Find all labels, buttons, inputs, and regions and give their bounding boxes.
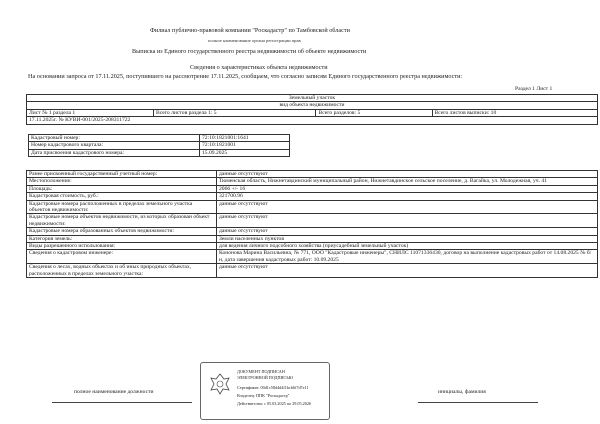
field-label: Местоположение:	[27, 178, 217, 185]
field-value: 321700.96	[217, 193, 598, 200]
field-value: данные отсутствуют	[217, 200, 598, 214]
stamp-line-3: Сертификат: 00d1c58d4d4f1bcb6f7d7e11	[237, 385, 309, 390]
stamp-line-5: Действителен: с 05.03.2025 по 29.05.2026	[237, 401, 312, 406]
table-row	[29, 149, 290, 156]
initials-line	[418, 402, 538, 403]
sheet-number: Лист № 1 раздела 1	[27, 109, 154, 116]
request-number: 17.11.2025г. № КУВИ-001/2025-208311722	[27, 117, 598, 124]
coat-of-arms-icon	[207, 371, 233, 397]
initials-caption: инициалы, фамилия	[438, 389, 486, 395]
table-row	[27, 193, 598, 200]
field-label: Площадь:	[27, 185, 217, 192]
cadastral-info-table	[28, 134, 290, 157]
issuing-authority: Филиал публично-правовой компании "Роскадастр" по Тамбовской области	[150, 27, 350, 34]
position-line	[52, 402, 192, 403]
document-title: Выписка из Единого государственного реестра недвижимости об объекте недвижимости	[132, 48, 367, 55]
field-value: данные отсутствуют	[217, 214, 598, 228]
field-label: Кадастровые номера образованных объектов недвижимости:	[27, 228, 217, 235]
field-label: Сведения о лесах, водных объектах и об иных природных объектах, расположенных в пределах земельного участка:	[27, 264, 217, 278]
object-type: Земельный участок	[27, 95, 598, 102]
field-label: Кадастровый номер:	[29, 135, 200, 142]
sheets-in-section: Всего листов раздела 1: 5	[154, 109, 316, 116]
field-value: 72:10:1821001	[199, 142, 289, 149]
field-value: 2066 +/- 16	[217, 185, 598, 192]
field-value: Тюменская область, Нижнетавдинский муниципальный район, Нижнетавдинское сельское поселение, д. Вагайка, ул. Молодежная, уч. 41	[217, 178, 598, 185]
field-value: Земли населенных пунктов	[217, 235, 598, 242]
table-row	[27, 200, 598, 214]
stamp-line-1: ДОКУМЕНТ ПОДПИСАН	[237, 369, 285, 374]
sheets-total: Всего листов выписки: 10	[432, 109, 597, 116]
section-heading: Сведения о характеристиках объекта недвижимости	[190, 64, 328, 71]
object-type-caption: вид объекта недвижимости	[27, 102, 598, 109]
object-header-table	[26, 94, 598, 125]
table-row	[29, 142, 290, 149]
field-value: 72:10:1821001:1641	[199, 135, 289, 142]
field-value: для ведения личного подсобного хозяйства (приусадебный земельный участок)	[217, 243, 598, 250]
authority-caption: полное наименование органа регистрации прав	[208, 38, 301, 43]
field-value: данные отсутствуют	[217, 171, 598, 178]
field-value: данные отсутствуют	[217, 228, 598, 235]
stamp-line-4: Владелец: ППК "Роскадастр"	[237, 393, 290, 398]
characteristics-table	[26, 170, 598, 278]
table-row	[27, 228, 598, 235]
table-row	[27, 250, 598, 264]
table-row	[27, 243, 598, 250]
field-label: Дата присвоения кадастрового номера:	[29, 149, 200, 156]
table-row	[27, 235, 598, 242]
field-label: Сведения о кадастровом инженере:	[27, 250, 217, 264]
table-row	[29, 135, 290, 142]
e-signature-stamp	[200, 362, 330, 420]
field-label: Кадастровые номера объектов недвижимости, из которых образован объект недвижимости:	[27, 214, 217, 228]
field-label: Ранее присвоенный государственный учетный номер:	[27, 171, 217, 178]
field-label: Кадастровые номера расположенных в пределах земельного участка объектов недвижимости:	[27, 200, 217, 214]
table-row	[27, 178, 598, 185]
field-label: Категория земель:	[27, 235, 217, 242]
section-label: Раздел 1 Лист 1	[515, 86, 553, 92]
table-row	[27, 214, 598, 228]
field-value: Кононова Марина Васильевна, № 771, ООО "Кадастровые инженеры", СНИЛС 11071336430, договор на выполнение кадастровых работ от 14.08.2025 № б/н, дата завершения кадастровых работ: 10.09.2025	[217, 250, 598, 264]
table-row	[27, 171, 598, 178]
stamp-line-2: ЭЛЕКТРОННОЙ ПОДПИСЬЮ	[237, 375, 294, 380]
table-row	[27, 264, 598, 278]
field-value: 15.09.2025	[199, 149, 289, 156]
table-row	[27, 185, 598, 192]
field-label: Виды разрешенного использования:	[27, 243, 217, 250]
request-statement: На основании запроса от 17.11.2025, поступившего на рассмотрение 17.11.2025, сообщаем, что согласно записям Единого государственного реестра недвижимости:	[28, 73, 463, 80]
sections-total: Всего разделов: 5	[316, 109, 432, 116]
field-label: Номер кадастрового квартала:	[29, 142, 200, 149]
field-value: данные отсутствуют	[217, 264, 598, 278]
field-label: Кадастровая стоимость, руб.:	[27, 193, 217, 200]
position-caption: полное наименование должности	[74, 389, 154, 395]
